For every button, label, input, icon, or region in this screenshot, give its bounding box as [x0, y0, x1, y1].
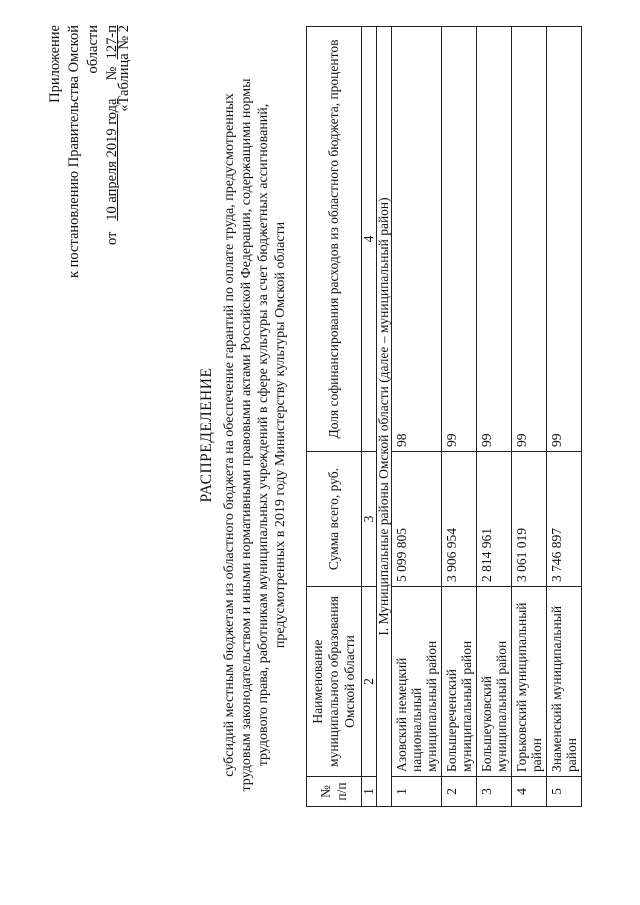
col-number: 2 — [362, 587, 377, 777]
table-number-label: «Таблица № 2 — [116, 25, 132, 112]
document-title: РАСПРЕДЕЛЕНИЕ — [198, 367, 215, 503]
row-share: 99 — [477, 27, 512, 452]
row-name: Горьковский муниципальный район — [512, 587, 547, 777]
document-subtitle: субсидий местным бюджетам из областного бюджета на обеспечение гарантий по оплате труда, предусмотренных трудовым законодательством и иными нормативными правовыми актами Российской Федерации, содержащими нормы трудового права, работникам муниципальных учреждений в сфере культуры за счет бюджетных ассигнований, предусмотренных в 2019 году Министерству культуры Омской области — [222, 78, 288, 792]
appendix-label: Приложение — [47, 25, 63, 103]
header-num: № п/п — [307, 777, 362, 807]
table-header-row — [307, 27, 362, 807]
row-number: 5 — [547, 777, 582, 807]
row-name: Знаменский муниципальный район — [547, 587, 582, 777]
row-sum: 3 746 897 — [547, 452, 582, 587]
row-share: 99 — [442, 27, 477, 452]
row-share: 99 — [547, 27, 582, 452]
col-number: 4 — [362, 27, 377, 452]
table-row — [547, 27, 582, 807]
number-label: № — [104, 66, 120, 81]
col-number: 1 — [362, 777, 377, 807]
column-number-row — [362, 27, 377, 807]
resolution-number: 127-п — [104, 25, 120, 60]
table-row — [442, 27, 477, 807]
row-sum: 2 814 961 — [477, 452, 512, 587]
appendix-block — [46, 25, 122, 315]
row-name: Большеуковский муниципальный район — [477, 587, 512, 777]
row-share: 98 — [392, 27, 442, 452]
row-number: 1 — [392, 777, 442, 807]
row-sum: 3 906 954 — [442, 452, 477, 587]
header-name: Наименование муниципального образования Омской области — [307, 587, 362, 777]
col-number: 3 — [362, 452, 377, 587]
header-share: Доля софинансирования расходов из областного бюджета, процентов — [307, 27, 362, 452]
section-row — [377, 27, 392, 807]
row-share: 99 — [512, 27, 547, 452]
row-number: 2 — [442, 777, 477, 807]
row-sum: 5 099 805 — [392, 452, 442, 587]
resolution-date: 10 апреля 2019 года — [104, 98, 120, 221]
from-label: от — [104, 231, 120, 246]
table-row — [477, 27, 512, 807]
header-sum: Сумма всего, руб. — [307, 452, 362, 587]
section-heading: I. Муниципальные районы Омской области (далее – муниципальный район) — [377, 27, 392, 807]
resolution-reference: к постановлению Правительства Омской области — [66, 25, 101, 279]
row-number: 3 — [477, 777, 512, 807]
row-number: 4 — [512, 777, 547, 807]
distribution-table — [306, 26, 582, 807]
row-name: Большереченский муниципальный район — [442, 587, 477, 777]
row-sum: 3 061 019 — [512, 452, 547, 587]
row-name: Азовский немецкий национальный муниципальный район — [392, 587, 442, 777]
table-row — [392, 27, 442, 807]
table-row — [512, 27, 547, 807]
